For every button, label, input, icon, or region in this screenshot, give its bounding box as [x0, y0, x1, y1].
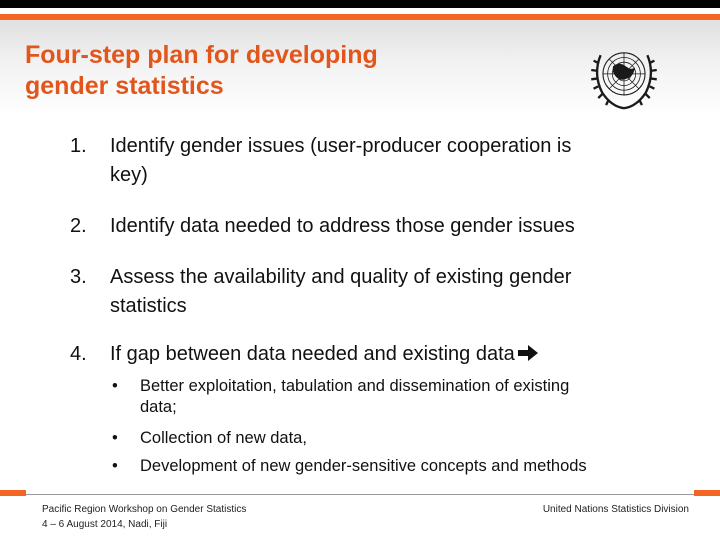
step-4 [70, 340, 690, 369]
footer-event [42, 502, 246, 532]
step-text-line: Identify gender issues (user-producer cooperation is [110, 135, 572, 157]
sub-bullet-text-line: Better exploitation, tabulation and dissemination of existing [140, 377, 570, 395]
slide-title-line-2: gender statistics [25, 72, 224, 100]
step-text-line: Assess the availability and quality of existing gender [110, 266, 572, 288]
un-emblem-icon [585, 38, 663, 116]
top-black-bar [0, 0, 720, 8]
bullet-marker: • [112, 429, 118, 447]
sub-bullet-text-line: Development of new gender-sensitive concepts and methods [140, 457, 587, 475]
step-text: If gap between data needed and existing data [110, 343, 515, 365]
step-number: 1. [70, 135, 87, 157]
slide-title [25, 40, 565, 102]
slide-title-line-1: Four-step plan for developing [25, 41, 378, 69]
footer-event-date: 4 – 6 August 2014, Nadi, Fiji [42, 519, 168, 530]
footer-organization: United Nations Statistics Division [542, 504, 689, 515]
step-3 [70, 263, 690, 321]
bullet-marker: • [112, 457, 118, 475]
step-number: 2. [70, 215, 87, 237]
sub-bullet-2 [112, 428, 692, 449]
step-1 [70, 132, 690, 190]
sub-bullet-text-line: Collection of new data, [140, 429, 307, 447]
footer-right-accent [694, 490, 720, 496]
footer-left-accent [0, 490, 26, 496]
step-text-line: key) [110, 164, 148, 186]
step-number: 4. [70, 343, 87, 365]
right-arrow-icon [517, 344, 539, 362]
footer-event-name: Pacific Region Workshop on Gender Statistics [42, 504, 247, 515]
step-text-line: Identify data needed to address those gender issues [110, 215, 575, 237]
step-text-line [110, 340, 690, 369]
sub-bullet-text-line: data; [140, 398, 177, 416]
footer-divider [26, 494, 694, 495]
step-number: 3. [70, 266, 87, 288]
sub-bullet-1 [112, 376, 692, 418]
bullet-marker: • [112, 377, 118, 395]
sub-bullet-3 [112, 456, 692, 477]
step-2 [70, 212, 690, 241]
step-text-line: statistics [110, 295, 187, 317]
